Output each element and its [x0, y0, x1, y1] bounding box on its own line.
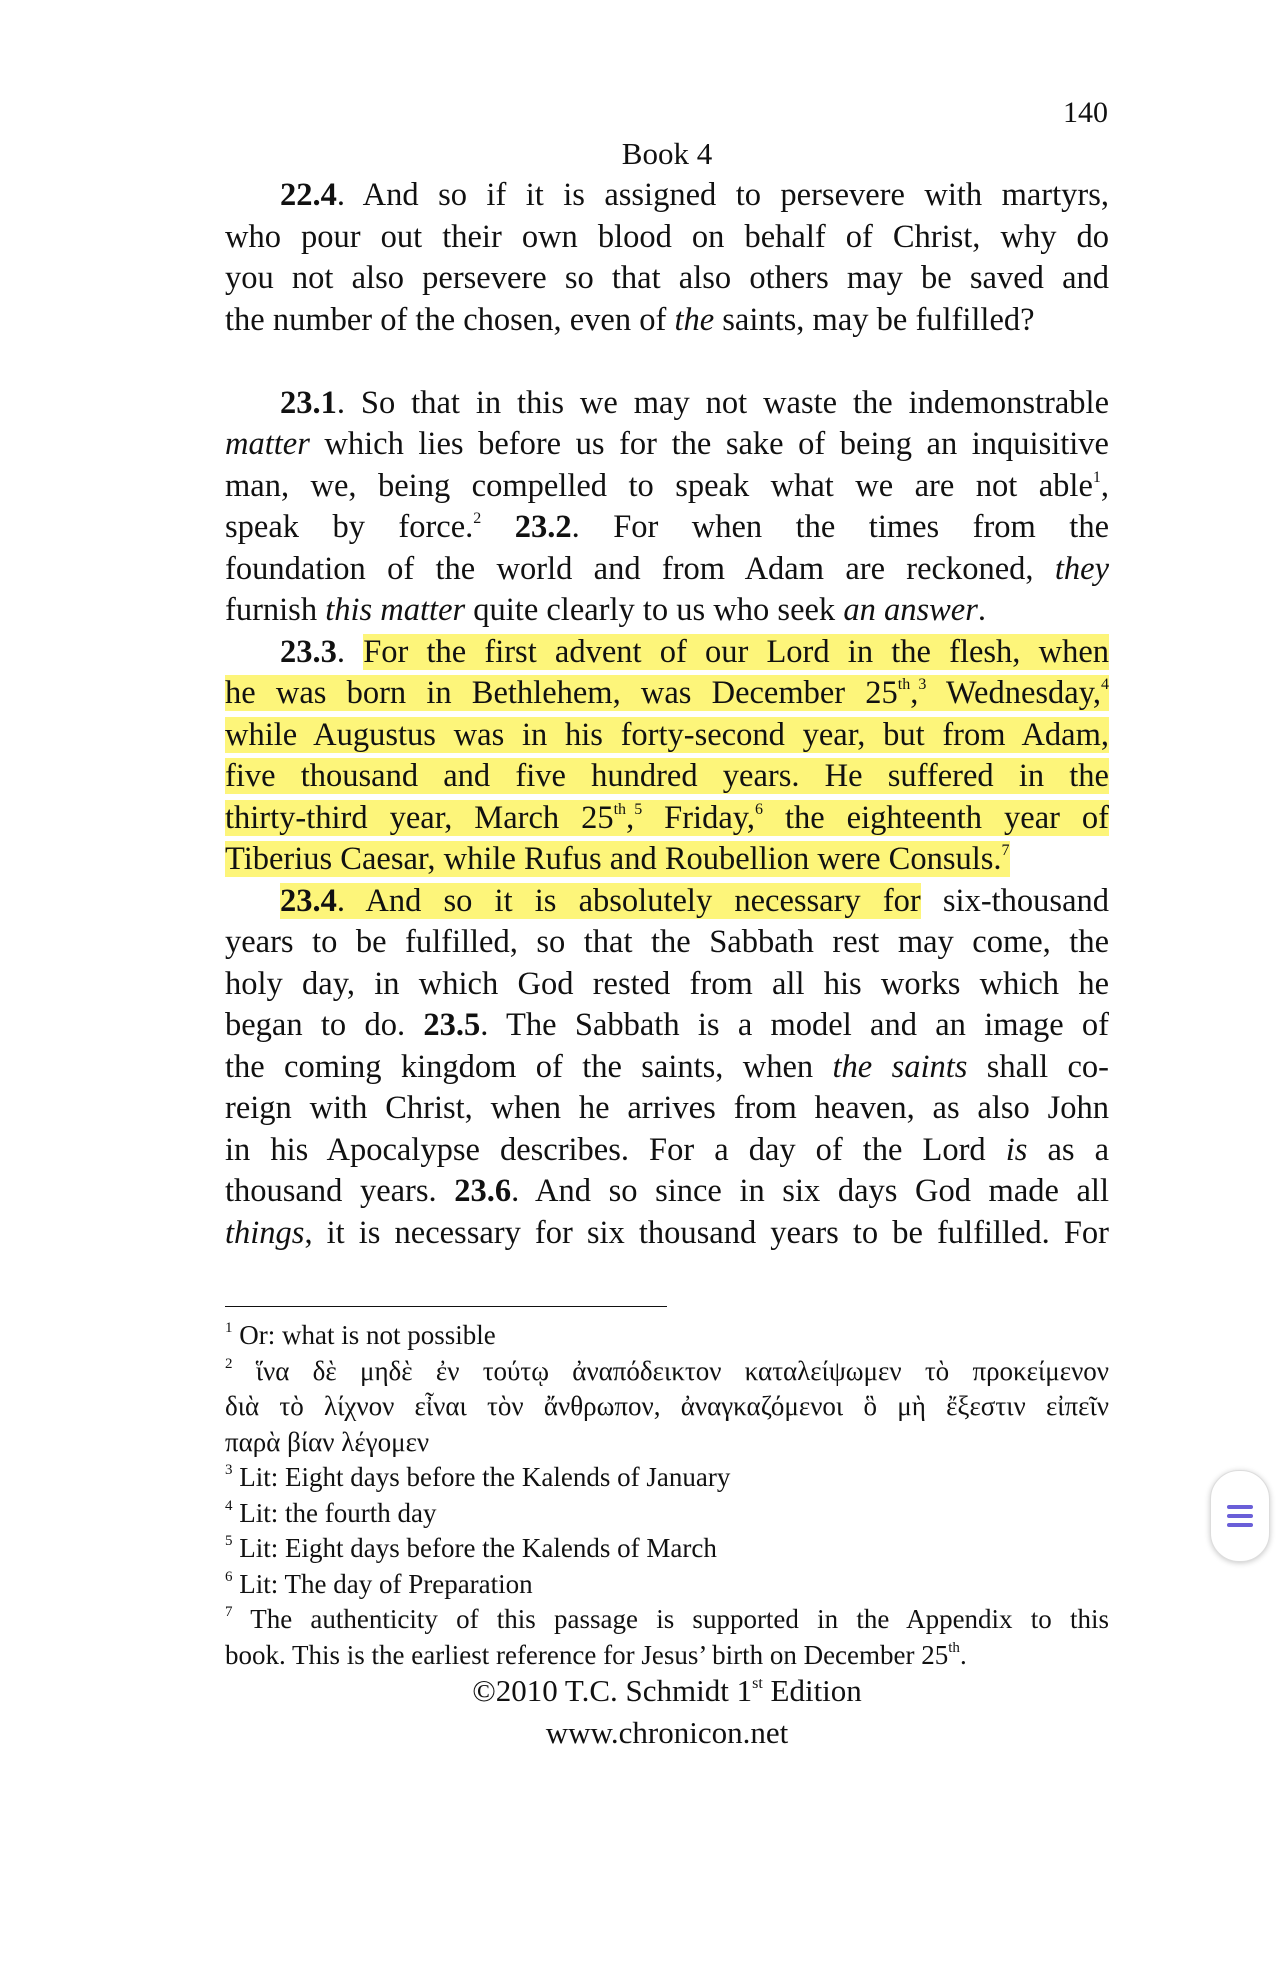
- text-line: furnish this matter quite clearly to us who seek an answer.: [225, 592, 986, 628]
- footnote: $^2$ ἵνα δὲ μηδὲ ἐν τούτῳ ἀναπόδεικτον καταλείψωμεν τὸ προκείμενον: [225, 1355, 1109, 1386]
- text-line: [225, 756, 1109, 798]
- text-line: who pour out their own blood on behalf of Christ, why do: [225, 218, 1109, 255]
- text-line: foundation of the world and from Adam are reckoned, they: [225, 550, 1109, 587]
- text-line: [225, 839, 1109, 881]
- text-line: speak by force.$^2$ 23.2. For when the times from the: [225, 509, 1109, 545]
- footnote-ref[interactable]: 1: [1092, 468, 1101, 486]
- book-title: Book 4: [621, 136, 713, 171]
- footnote-line: διὰ τὸ λίχνον εἶναι τὸν ἄνθρωπον, ἀναγκαζόμενοι ὃ μὴ ἔξεστιν εἰπεῖν: [225, 1391, 1109, 1421]
- highlighted-text: five thousand and five hundred years. He suffered in the: [225, 758, 1109, 794]
- menu-lines-icon: [1227, 1505, 1253, 1527]
- text-line: years to be fulfilled, so that the Sabbath rest may come, the: [225, 924, 1109, 960]
- page-number: 140: [1063, 96, 1108, 129]
- section-number: 23.3: [280, 633, 337, 670]
- section-number: 23.5: [423, 1007, 481, 1043]
- section-number: 23.2: [514, 509, 572, 545]
- highlighted-text: For the first advent of our Lord in the flesh, when: [363, 633, 1110, 670]
- text-line: 23.4. And so it is absolutely necessary for six-thousand: [280, 882, 1109, 919]
- text-line: in his Apocalypse describes. For a day of the Lord is as a: [225, 1131, 1109, 1168]
- text-line: man, we, being compelled to speak what we are not able$^1$,: [225, 467, 1109, 504]
- footnotes: [225, 1318, 1109, 1673]
- footnote-separator: [225, 1306, 667, 1307]
- menu-button[interactable]: [1210, 1470, 1270, 1562]
- section-number: 23.1: [280, 384, 337, 421]
- highlighted-text: while Augustus was in his forty-second year, but from Adam,: [225, 716, 1109, 753]
- highlighted-text: 23.4. And so it is absolutely necessary for: [280, 882, 921, 919]
- text-line: 22.4. And so if it is assigned to persevere with martyrs,: [280, 177, 1109, 213]
- footnote: $^4$ Lit: the fourth day: [225, 1497, 437, 1528]
- footnote: $^1$ Or: what is not possible: [225, 1320, 496, 1350]
- footnote-ref[interactable]: 4: [1100, 676, 1109, 694]
- text-line: 23.1. So that in this we may not waste the indemonstrable: [280, 384, 1109, 421]
- text-line: reign with Christ, when he arrives from heaven, as also John: [225, 1090, 1109, 1126]
- text-line: holy day, in which God rested from all his works which he: [225, 965, 1109, 1002]
- text-line: [225, 715, 1109, 757]
- footnote-ref[interactable]: 3: [918, 676, 927, 694]
- text-line: began to do. 23.5. The Sabbath is a model and an image of: [225, 1007, 1109, 1043]
- highlighted-text: thirty-third year, March 25th,$^5$ Friday,$^6$ the eighteenth year of: [225, 799, 1109, 836]
- text-line: the number of the chosen, even of the saints, may be fulfilled?: [225, 301, 1035, 338]
- footnote: $^7$ The authenticity of this passage is supported in the Appendix to this: [225, 1604, 1109, 1634]
- text-line: [225, 673, 1109, 715]
- footnote: $^5$ Lit: Eight days before the Kalends of March: [225, 1533, 717, 1563]
- section-number: 23.6: [454, 1173, 512, 1209]
- section-number: 23.4: [280, 882, 337, 919]
- paragraph-gap: [225, 341, 1109, 383]
- text-line: 23.3. For the first advent of our Lord in the flesh, when: [280, 633, 1110, 670]
- footnote-ref[interactable]: 7: [1001, 842, 1010, 860]
- footnote-ref[interactable]: 6: [755, 800, 764, 818]
- main-text: [225, 175, 1109, 1254]
- footnote: $^3$ Lit: Eight days before the Kalends of January: [225, 1462, 731, 1492]
- footnote-line: παρὰ βίαν λέγομεν: [225, 1426, 430, 1457]
- text-line: matter which lies before us for the sake of being an inquisitive: [225, 426, 1109, 462]
- footnote-ref[interactable]: 5: [634, 800, 643, 818]
- footnote-ref[interactable]: 2: [473, 510, 482, 528]
- copyright: ©2010 T.C. Schmidt 1st Edition: [472, 1673, 862, 1708]
- website-url: www.chronicon.net: [545, 1715, 789, 1750]
- footnote-line: book. This is the earliest reference for Jesus’ birth on December 25th.: [225, 1639, 967, 1670]
- text-line: [225, 798, 1109, 840]
- text-line: thousand years. 23.6. And so since in six days God made all: [225, 1173, 1109, 1209]
- text-line: the coming kingdom of the saints, when the saints shall co-: [225, 1048, 1109, 1085]
- text-line: you not also persevere so that also others may be saved and: [225, 260, 1109, 296]
- footnote: $^6$ Lit: The day of Preparation: [225, 1568, 533, 1599]
- section-number: 22.4: [280, 177, 337, 213]
- highlighted-text: Tiberius Caesar, while Rufus and Roubellion were Consuls.$^7$: [225, 841, 1010, 877]
- highlighted-text: he was born in Bethlehem, was December 25th,$^3$ Wednesday,$^4$: [225, 675, 1109, 711]
- text-line: things, it is necessary for six thousand years to be fulfilled. For: [225, 1214, 1109, 1251]
